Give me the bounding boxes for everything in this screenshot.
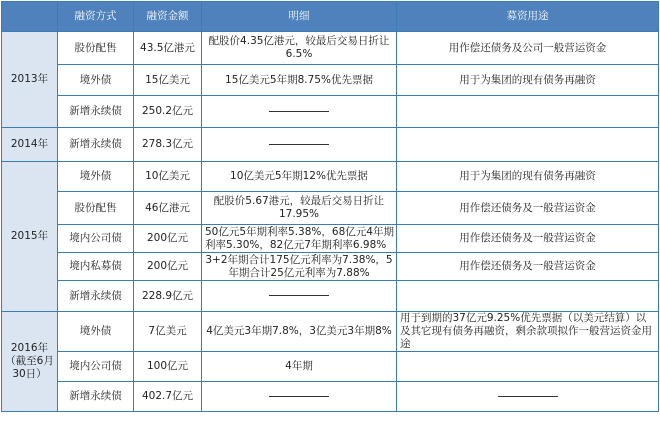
purpose-cell: 用于为集团的现有债务再融资 — [397, 162, 659, 192]
method-cell: 境外债 — [58, 312, 134, 352]
amount-cell: 200亿元 — [134, 225, 202, 253]
method-cell: 境内公司债 — [58, 225, 134, 253]
method-cell: 境内私募债 — [58, 253, 134, 281]
amount-cell: 200亿元 — [134, 253, 202, 281]
purpose-cell: 用作偿还债务及一般营运资金 — [397, 225, 659, 253]
header-purpose: 募资用途 — [397, 2, 659, 32]
header-amount: 融资金额 — [134, 2, 202, 32]
dash-placeholder — [269, 295, 329, 296]
amount-cell: 402.7亿元 — [134, 382, 202, 412]
purpose-cell: 用作偿还债务及公司一般营运资金 — [397, 32, 659, 65]
dash-placeholder — [498, 396, 558, 397]
purpose-cell — [397, 352, 659, 382]
detail-cell — [202, 281, 397, 312]
table-row — [2, 312, 659, 352]
amount-cell: 46亿港元 — [134, 192, 202, 225]
detail-cell: 10亿美元5年期12%优先票据 — [202, 162, 397, 192]
financing-table — [1, 1, 659, 412]
table-row — [2, 32, 659, 65]
year-cell: 2016年（截至6月30日） — [2, 312, 58, 412]
amount-cell: 228.9亿元 — [134, 281, 202, 312]
method-cell: 股份配售 — [58, 192, 134, 225]
table-row — [2, 96, 659, 128]
detail-cell: 15亿美元5年期8.75%优先票据 — [202, 65, 397, 96]
method-cell: 新增永续债 — [58, 382, 134, 412]
method-cell: 新增永续债 — [58, 96, 134, 128]
table-row — [2, 253, 659, 281]
method-cell: 境外债 — [58, 162, 134, 192]
detail-cell: 4年期 — [202, 352, 397, 382]
purpose-cell — [397, 128, 659, 162]
header-row — [2, 2, 659, 32]
dash-placeholder — [269, 396, 329, 397]
purpose-cell: 用作偿还债务及一般营运资金 — [397, 192, 659, 225]
table-row — [2, 65, 659, 96]
amount-cell: 43.5亿港元 — [134, 32, 202, 65]
purpose-cell — [397, 281, 659, 312]
amount-cell: 10亿美元 — [134, 162, 202, 192]
detail-cell — [202, 382, 397, 412]
amount-cell: 100亿元 — [134, 352, 202, 382]
method-cell: 新增永续债 — [58, 281, 134, 312]
amount-cell: 278.3亿元 — [134, 128, 202, 162]
year-cell: 2014年 — [2, 128, 58, 162]
purpose-cell — [397, 96, 659, 128]
table-row — [2, 225, 659, 253]
table-row — [2, 281, 659, 312]
header-detail: 明细 — [202, 2, 397, 32]
table-row — [2, 128, 659, 162]
year-cell: 2015年 — [2, 162, 58, 312]
detail-cell — [202, 96, 397, 128]
header-method: 融资方式 — [58, 2, 134, 32]
purpose-cell — [397, 382, 659, 412]
method-cell: 新增永续债 — [58, 128, 134, 162]
detail-cell: 配股价4.35亿港元，较最后交易日折让6.5% — [202, 32, 397, 65]
dash-placeholder — [269, 144, 329, 145]
detail-cell: 50亿元5年期利率5.38%，68亿元4年期利率5.30%，82亿元7年期利率6.98% — [202, 225, 397, 253]
table-row — [2, 352, 659, 382]
method-cell: 境内公司债 — [58, 352, 134, 382]
purpose-cell: 用作偿还债务及一般营运资金 — [397, 253, 659, 281]
dash-placeholder — [269, 111, 329, 112]
table-row — [2, 162, 659, 192]
method-cell: 境外债 — [58, 65, 134, 96]
amount-cell: 7亿美元 — [134, 312, 202, 352]
detail-cell: 3+2年期合计175亿元利率为7.38%，5年期合计25亿元利率为7.88% — [202, 253, 397, 281]
header-year — [2, 2, 58, 32]
detail-cell: 配股价5.67港元，较最后交易日折让17.95% — [202, 192, 397, 225]
table-row — [2, 382, 659, 412]
purpose-cell: 用于到期的37亿元9.25%优先票据（以美元结算）以及其它现有债务再融资，剩余款项拟作一般营运资金用途 — [397, 312, 659, 352]
method-cell: 股份配售 — [58, 32, 134, 65]
amount-cell: 250.2亿元 — [134, 96, 202, 128]
amount-cell: 15亿美元 — [134, 65, 202, 96]
purpose-cell: 用于为集团的现有债务再融资 — [397, 65, 659, 96]
detail-cell — [202, 128, 397, 162]
detail-cell: 4亿美元3年期7.8%，3亿美元3年期8% — [202, 312, 397, 352]
table-row — [2, 192, 659, 225]
year-cell: 2013年 — [2, 32, 58, 128]
